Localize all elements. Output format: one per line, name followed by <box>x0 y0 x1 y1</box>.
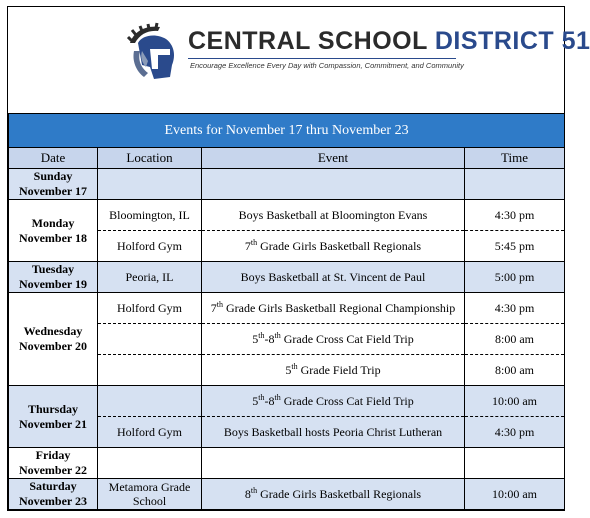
table-row <box>9 386 565 417</box>
event-cell: Boys Basketball hosts Peoria Christ Lutheran <box>202 417 465 448</box>
time-cell: 5:45 pm <box>465 231 565 262</box>
time-cell: 10:00 am <box>465 479 565 510</box>
time-cell: 10:00 am <box>465 386 565 417</box>
day-name: Friday <box>35 448 71 462</box>
district-header <box>8 7 590 113</box>
table-row <box>9 448 565 479</box>
date-cell <box>9 200 98 262</box>
brand-part1: CENTRAL SCHOOL <box>188 27 435 55</box>
location-cell <box>98 169 202 200</box>
day-date: November 23 <box>18 494 88 508</box>
district-name <box>188 27 590 56</box>
table-row <box>9 293 565 324</box>
event-cell: 5th Grade Field Trip <box>202 355 465 386</box>
day-date: November 18 <box>18 230 88 245</box>
location-cell <box>98 448 202 479</box>
time-cell: 8:00 am <box>465 355 565 386</box>
brand-part2: DISTRICT 51 <box>434 27 590 55</box>
day-name: Wednesday <box>23 324 83 338</box>
column-header-event: Event <box>202 148 465 169</box>
date-cell <box>9 386 98 448</box>
table-title: Events for November 17 thru November 23 <box>9 114 565 148</box>
time-cell <box>465 448 565 479</box>
location-cell: Holford Gym <box>98 417 202 448</box>
day-date: November 17 <box>18 184 88 198</box>
date-cell <box>9 448 98 479</box>
time-cell: 4:30 pm <box>465 417 565 448</box>
column-header-time: Time <box>465 148 565 169</box>
event-cell: 7th Grade Girls Basketball Regionals <box>202 231 465 262</box>
day-name: Tuesday <box>31 262 75 276</box>
event-cell: Boys Basketball at St. Vincent de Paul <box>202 262 465 293</box>
day-date: November 21 <box>18 416 88 431</box>
spartan-helmet-icon <box>120 21 180 83</box>
date-cell <box>9 293 98 386</box>
events-flyer <box>7 6 590 511</box>
table-row <box>9 200 565 231</box>
day-date: November 19 <box>18 277 88 291</box>
date-cell <box>9 262 98 293</box>
day-date: November 20 <box>18 339 88 353</box>
event-cell <box>202 169 465 200</box>
time-cell: 5:00 pm <box>465 262 565 293</box>
column-header-location: Location <box>98 148 202 169</box>
location-cell: Metamora Grade School <box>98 479 202 510</box>
event-cell: 7th Grade Girls Basketball Regional Championship <box>202 293 465 324</box>
day-name: Thursday <box>27 401 79 416</box>
events-table <box>8 113 565 510</box>
brand-underline <box>188 58 456 59</box>
event-cell <box>202 448 465 479</box>
day-name: Monday <box>31 215 75 230</box>
location-cell <box>98 324 202 355</box>
time-cell: 8:00 am <box>465 324 565 355</box>
day-name: Saturday <box>29 479 77 493</box>
day-date: November 22 <box>18 463 88 477</box>
event-cell: 8th Grade Girls Basketball Regionals <box>202 479 465 510</box>
time-cell <box>465 169 565 200</box>
column-header-date: Date <box>9 148 98 169</box>
date-cell <box>9 479 98 510</box>
location-cell: Holford Gym <box>98 293 202 324</box>
date-cell <box>9 169 98 200</box>
location-cell: Bloomington, IL <box>98 200 202 231</box>
location-cell: Peoria, IL <box>98 262 202 293</box>
table-row <box>9 479 565 510</box>
event-cell: 5th-8th Grade Cross Cat Field Trip <box>202 386 465 417</box>
day-name: Sunday <box>33 169 73 183</box>
event-cell: 5th-8th Grade Cross Cat Field Trip <box>202 324 465 355</box>
district-tagline: Encourage Excellence Every Day with Compassion, Commitment, and Community <box>190 61 464 70</box>
location-cell <box>98 355 202 386</box>
table-row <box>9 169 565 200</box>
table-row <box>9 262 565 293</box>
location-cell: Holford Gym <box>98 231 202 262</box>
time-cell: 4:30 pm <box>465 200 565 231</box>
time-cell: 4:30 pm <box>465 293 565 324</box>
location-cell <box>98 386 202 417</box>
event-cell: Boys Basketball at Bloomington Evans <box>202 200 465 231</box>
